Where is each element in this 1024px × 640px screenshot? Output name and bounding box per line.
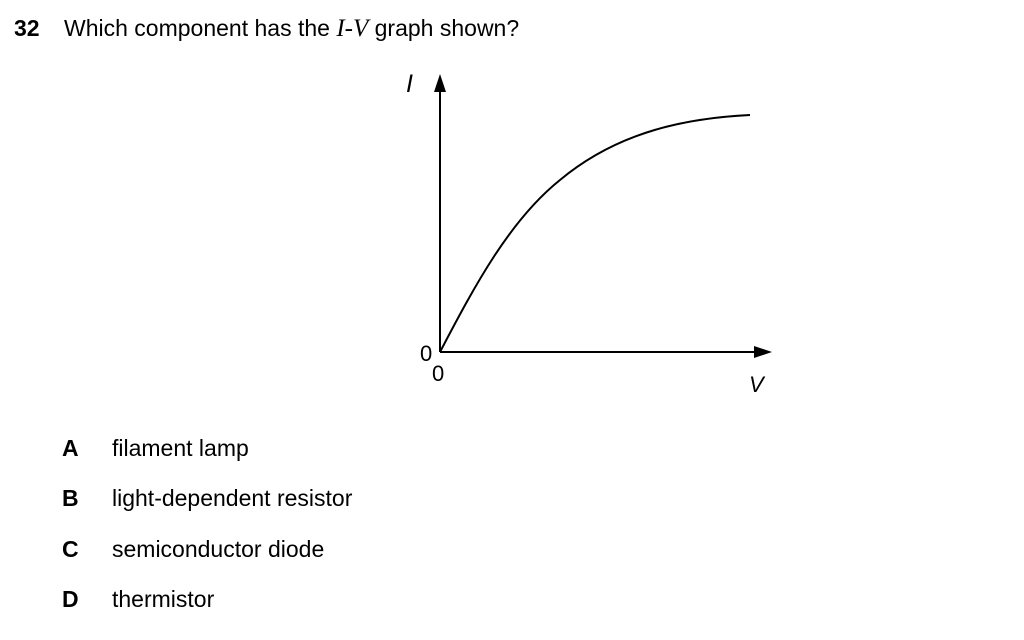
option-text: light-dependent resistor <box>112 485 353 511</box>
y-axis-arrowhead <box>434 74 446 92</box>
question-number: 32 <box>14 15 40 41</box>
origin-y-label: 0 <box>420 341 433 366</box>
option-letter: A <box>62 435 79 461</box>
option-letter: C <box>62 536 79 562</box>
option-text: thermistor <box>112 586 215 612</box>
y-axis-label: I <box>406 70 413 98</box>
question-text-start: Which component has the <box>64 15 337 41</box>
iv-symbol: I-V <box>336 15 369 42</box>
origin-x-label: 0 <box>432 361 445 386</box>
x-axis-label: V <box>749 372 764 397</box>
option-letter: D <box>62 586 79 612</box>
question-text-end: graph shown? <box>368 15 520 41</box>
x-axis-arrowhead <box>754 346 772 358</box>
option-letter: B <box>62 485 79 511</box>
iv-curve <box>440 115 750 352</box>
option-text: semiconductor diode <box>112 536 325 562</box>
option-text: filament lamp <box>112 435 249 461</box>
